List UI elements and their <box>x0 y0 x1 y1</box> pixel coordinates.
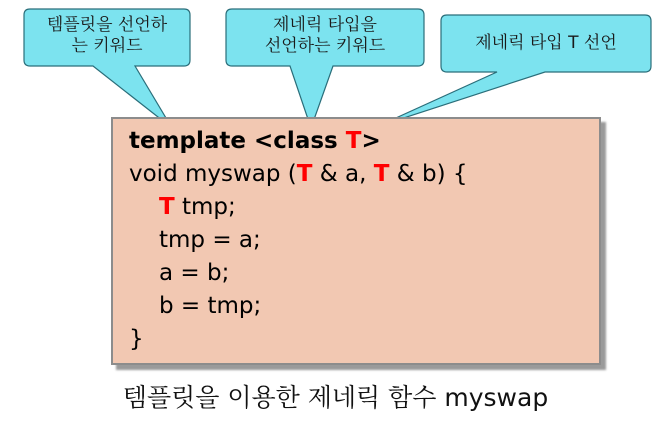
signature-part-1: void myswap ( <box>129 161 297 187</box>
callout-template-keyword-line-2: 는 키워드 <box>71 36 143 56</box>
code-line-7: } <box>129 326 144 352</box>
template-close: > <box>361 128 381 154</box>
code-line-3 <box>129 191 599 224</box>
callout-generic-keyword-line-2: 선언하는 키워드 <box>264 36 386 56</box>
figure-caption: 템플릿을 이용한 제네릭 함수 myswap <box>122 383 549 412</box>
callout-template-keyword-text <box>24 15 190 57</box>
callout-generic-keyword-line-1: 제네릭 타입을 <box>273 15 377 35</box>
signature-part-2: & a, <box>312 161 374 187</box>
template-keyword: template <class <box>129 128 346 154</box>
code-line-1 <box>129 125 599 158</box>
code-line-2 <box>129 158 599 191</box>
type-param-a: T <box>296 161 313 187</box>
type-param-decl: T <box>345 128 362 154</box>
callout-generic-keyword-text <box>226 15 424 57</box>
callout-generic-type-decl-line-1: 제네릭 타입 T 선언 <box>475 33 617 53</box>
type-param-b: T <box>373 161 390 187</box>
code-line-4: tmp = a; <box>159 227 261 253</box>
tmp-decl-rest: tmp; <box>174 194 236 220</box>
code-box <box>111 117 601 365</box>
callout-generic-type-decl-text <box>441 33 651 54</box>
callout-template-keyword-line-1: 템플릿을 선언하 <box>46 15 168 35</box>
code-line-6: b = tmp; <box>159 293 262 319</box>
code-line-5: a = b; <box>159 260 230 286</box>
signature-part-3: & b) { <box>389 161 468 187</box>
type-param-tmp: T <box>159 194 175 220</box>
